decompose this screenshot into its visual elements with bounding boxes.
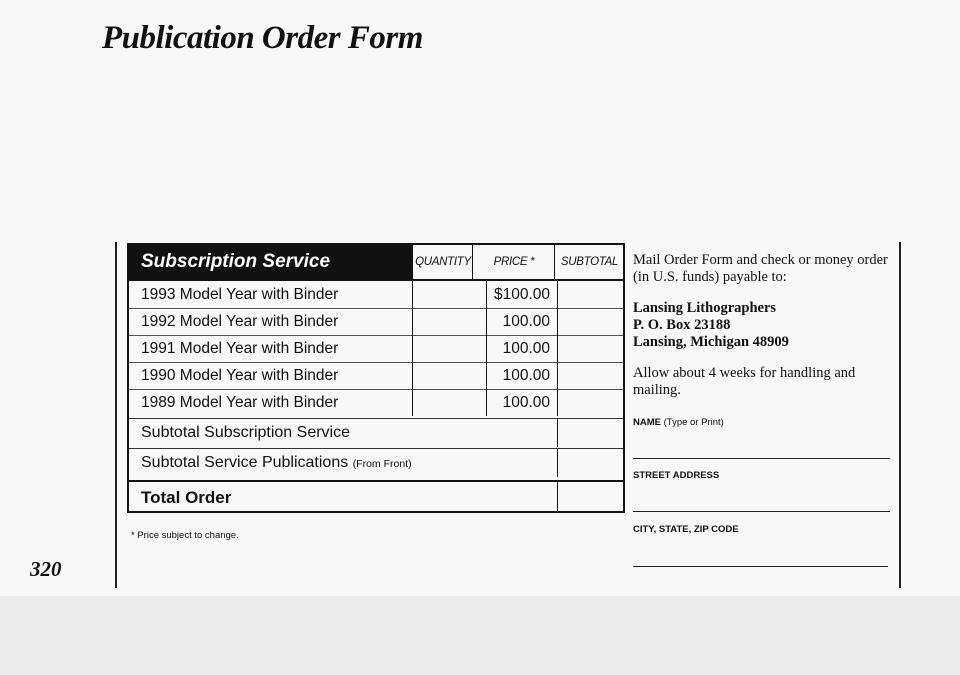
- table-header: [129, 245, 623, 281]
- name-label: NAME: [633, 417, 661, 428]
- quantity-cell[interactable]: [412, 335, 487, 362]
- total-order-label: Total Order: [141, 488, 232, 507]
- subtotal-subscription-cell[interactable]: [557, 419, 624, 447]
- name-hint: (Type or Print): [663, 417, 724, 428]
- table-row: [129, 362, 623, 390]
- price-cell: 100.00: [486, 335, 554, 362]
- total-order-cell[interactable]: [557, 482, 624, 513]
- price-cell: 100.00: [486, 389, 554, 416]
- mailing-instructions: [633, 252, 893, 428]
- quantity-cell[interactable]: [412, 362, 487, 389]
- subtotal-publications-text: Subtotal Service Publications: [141, 454, 349, 471]
- right-margin-rule: [899, 242, 901, 588]
- price-footnote: * Price subject to change.: [131, 530, 239, 541]
- row-label: 1989 Model Year with Binder: [141, 394, 339, 411]
- quantity-cell[interactable]: [412, 389, 487, 416]
- handling-note: Allow about 4 weeks for handling and mailing.: [633, 365, 856, 398]
- address-line-3: Lansing, Michigan 48909: [633, 334, 789, 350]
- table-row: [129, 335, 623, 363]
- city-state-zip-field[interactable]: [633, 566, 888, 567]
- column-price: PRICE *: [472, 245, 555, 279]
- price-cell: 100.00: [486, 362, 554, 389]
- address-line-2: P. O. Box 23188: [633, 317, 731, 333]
- street-address-field[interactable]: [633, 511, 890, 512]
- mailing-address: [633, 300, 893, 351]
- page-number: 320: [30, 557, 62, 581]
- table-row: [129, 281, 623, 309]
- name-field-label: [633, 417, 893, 428]
- subtotal-subscription-row: [129, 418, 623, 447]
- left-margin-rule: [115, 242, 117, 588]
- from-front-note: (From Front): [352, 458, 412, 470]
- address-line-1: Lansing Lithographers: [633, 300, 777, 316]
- column-subtotal: SUBTOTAL: [554, 245, 624, 279]
- table-row: [129, 389, 623, 416]
- subtotal-cell[interactable]: [557, 389, 624, 416]
- column-quantity: QUANTITY: [412, 245, 473, 279]
- row-label: 1991 Model Year with Binder: [141, 340, 339, 357]
- row-label: 1992 Model Year with Binder: [141, 313, 339, 330]
- quantity-cell[interactable]: [412, 308, 487, 335]
- section-title: Subscription Service: [129, 245, 412, 279]
- street-address-label: STREET ADDRESS: [633, 470, 720, 481]
- total-order-row: [129, 480, 623, 513]
- subtotal-publications-cell[interactable]: [557, 449, 624, 477]
- subtotal-publications-row: [129, 448, 623, 477]
- price-cell: $100.00: [486, 281, 554, 308]
- subtotal-publications-label: [141, 449, 412, 478]
- row-label: 1990 Model Year with Binder: [141, 367, 339, 384]
- row-label: 1993 Model Year with Binder: [141, 286, 339, 303]
- order-table: [127, 243, 625, 513]
- page-title: Publication Order Form: [102, 20, 423, 56]
- mail-instructions: Mail Order Form and check or money order (in U.S. funds) payable to:: [633, 252, 888, 285]
- subtotal-cell[interactable]: [557, 308, 624, 335]
- table-row: [129, 308, 623, 336]
- price-cell: 100.00: [486, 308, 554, 335]
- quantity-cell[interactable]: [412, 281, 487, 308]
- subtotal-cell[interactable]: [557, 362, 624, 389]
- name-field[interactable]: [633, 458, 890, 459]
- subtotal-subscription-label: Subtotal Subscription Service: [141, 424, 350, 441]
- subtotal-cell[interactable]: [557, 335, 624, 362]
- city-state-zip-label: CITY, STATE, ZIP CODE: [633, 524, 739, 535]
- subtotal-cell[interactable]: [557, 281, 624, 308]
